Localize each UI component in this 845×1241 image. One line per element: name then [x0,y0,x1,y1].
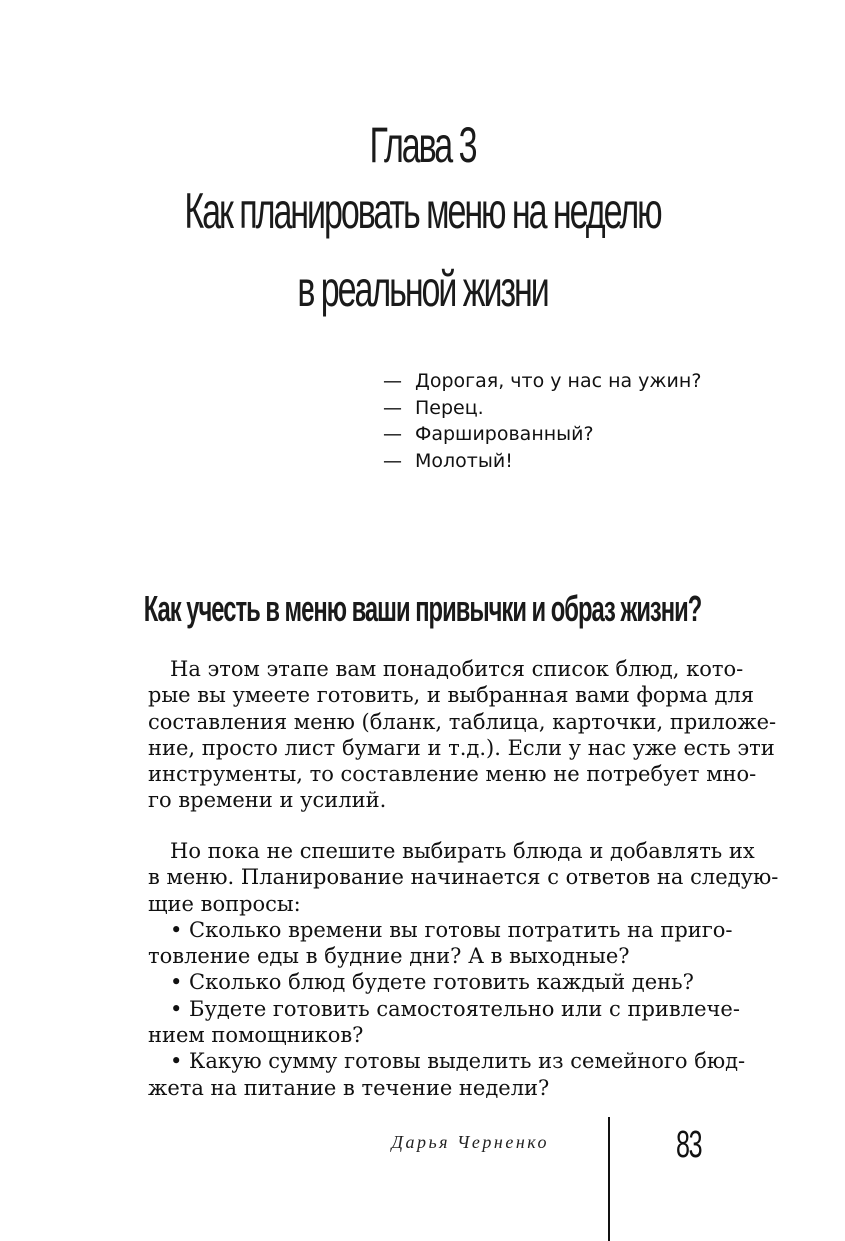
paragraph-2 [148,838,779,1101]
paragraph-line: На этом этапе вам понадобится список блюд, кото- [170,657,744,681]
paragraph-line: составления меню (бланк, таблица, карточки, приложе- [148,709,777,734]
list-item-continuation: нием помощников? [148,1023,364,1048]
paragraph-line: ние, просто лист бумаги и т.д.). Если у нас уже есть эти [148,735,775,760]
paragraph-line: в меню. Планирование начинается с ответов на следую- [148,865,779,890]
chapter-label-text: Глава 3 [369,117,476,173]
chapter-title-line: в реальной жизни [297,261,548,317]
epigraph-line [383,421,701,448]
dash: — [383,423,402,445]
paragraph-line: щие вопросы: [148,891,301,916]
epigraph-text: Перец. [415,396,484,419]
dash: — [383,396,402,419]
paragraph-line: Но пока не спешите выбирать блюда и добавлять их [170,839,755,863]
epigraph-text: Дорогая, что у нас на ужин? [415,370,702,392]
paragraph-line: рые вы умеете готовить, и выбранная вами форма для [148,683,755,708]
chapter-title [0,172,845,328]
paragraph-1 [148,656,777,814]
epigraph-line [383,395,701,422]
list-item-continuation: товление еды в будние дни? А в выходные? [148,944,630,969]
chapter-title-line: Как планировать меню на неделю [184,183,661,239]
footer-divider [608,1117,610,1241]
paragraph-line: го времени и усилий. [148,788,387,813]
epigraph [383,368,701,474]
dash: — [383,370,402,392]
footer-author: Дарья Черненко [391,1132,549,1152]
list-item: • Сколько блюд будете готовить каждый день? [170,970,694,995]
page-number: 83 [676,1124,702,1166]
list-item-continuation: жета на питание в течение недели? [148,1075,550,1100]
epigraph-line [383,448,701,475]
paragraph-line: инструменты, то составление меню не потребует мно- [148,762,757,787]
list-item: • Сколько времени вы готовы потратить на приго- [170,917,733,942]
list-item: • Будете готовить самостоятельно или с привлече- [170,996,740,1021]
section-heading: Как учесть в меню ваши привычки и образ жизни? [143,588,702,629]
list-item: • Какую сумму готовы выделить из семейного бюд- [170,1049,746,1074]
epigraph-text: Молотый! [415,449,513,472]
dash: — [383,449,402,472]
epigraph-text: Фаршированный? [415,423,594,445]
epigraph-line [383,368,701,395]
